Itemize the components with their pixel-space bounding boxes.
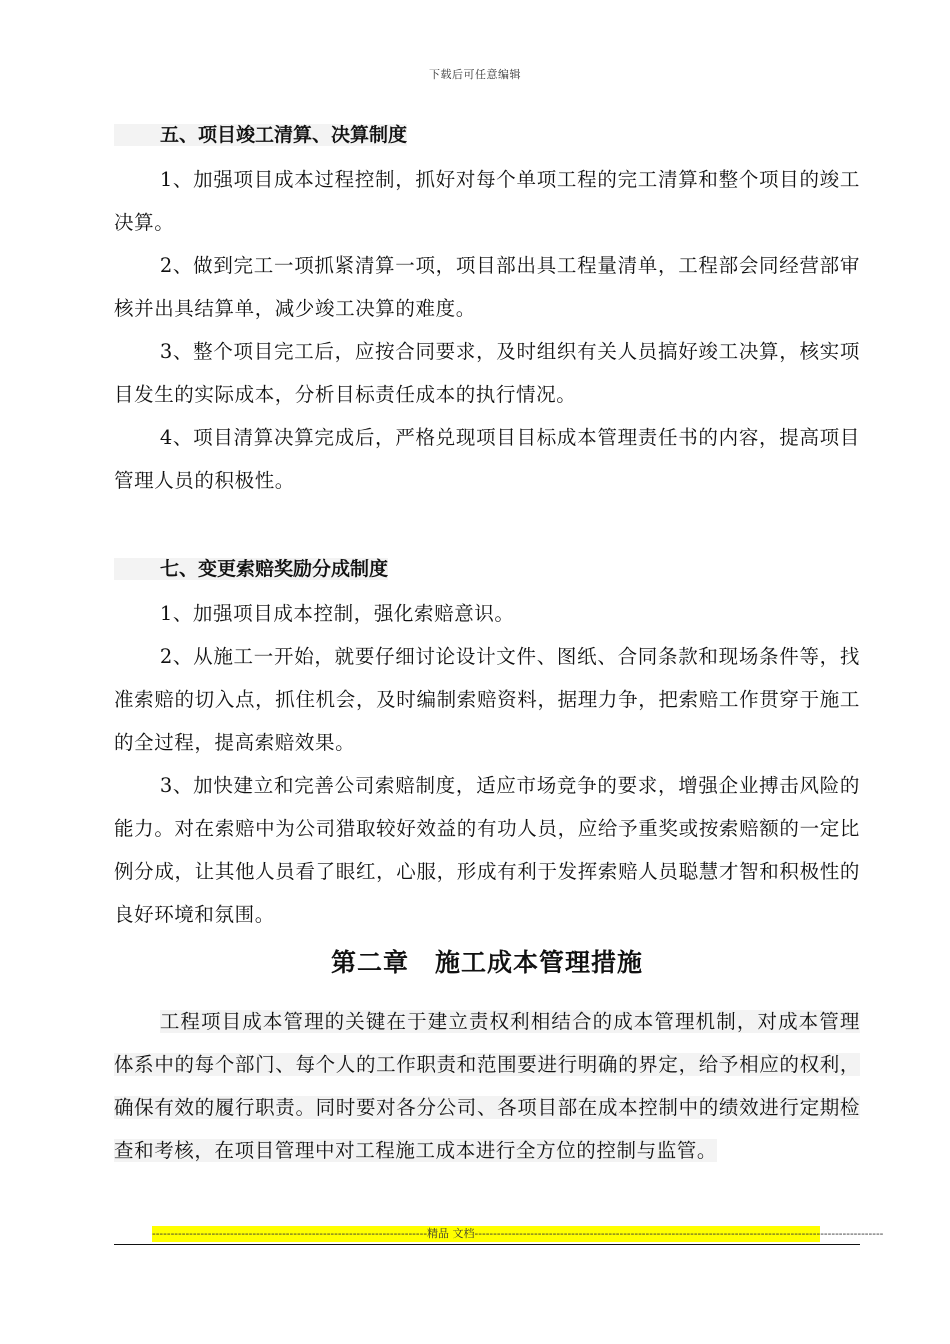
paragraph [114, 244, 860, 330]
footer-rule [114, 1244, 860, 1245]
paragraph [114, 764, 860, 936]
document-body [114, 118, 860, 1172]
page-footer [114, 1226, 884, 1245]
section-spacer [114, 502, 860, 552]
chapter-title: 第二章 施工成本管理措施 [330, 948, 643, 977]
paragraph-text: 2、做到完工一项抓紧清算一项，项目部出具工程量清单，工程部会同经营部审核并出具结算单，减少竣工决算的难度。 [114, 254, 860, 320]
paragraph-text: 1、加强项目成本控制，强化索赔意识。 [159, 602, 515, 625]
paragraph [114, 158, 860, 244]
section-title-5 [114, 118, 860, 152]
section-title-text: 七、变更索赔奖励分成制度 [114, 558, 388, 580]
footer-dashes-right: -------------------------------------------------------------------------------------------------------------- [474, 1227, 884, 1240]
header-note: 下载后可任意编辑 [429, 68, 521, 81]
paragraph-text: 4、项目清算决算完成后，严格兑现项目目标成本管理责任书的内容，提高项目管理人员的积极性。 [114, 426, 860, 492]
paragraph-text: 2、从施工一开始，就要仔细讨论设计文件、图纸、合同条款和现场条件等，找准索赔的切入点，抓住机会，及时编制索赔资料，据理力争，把索赔工作贯穿于施工的全过程，提高索赔效果。 [114, 645, 860, 754]
paragraph [114, 416, 860, 502]
paragraph-text: 1、加强项目成本过程控制，抓好对每个单项工程的完工清算和整个项目的竣工决算。 [114, 168, 860, 234]
footer-dashes-left: -------------------------------------------------------------------------- [152, 1227, 428, 1240]
paragraph-text: 工程项目成本管理的关键在于建立责权利相结合的成本管理机制，对成本管理体系中的每个部门、每个人的工作职责和范围要进行明确的界定，给予相应的权利，确保有效的履行职责。同时要对各分公司、各项目部在成本控制中的绩效进行定期检查和考核，在项目管理中对工程施工成本进行全方位的控制与监管。 [114, 1010, 860, 1162]
paragraph [114, 330, 860, 416]
paragraph [114, 592, 860, 635]
paragraph-text: 3、加快建立和完善公司索赔制度，适应市场竞争的要求，增强企业搏击风险的能力。对在索赔中为公司猎取较好效益的有功人员，应给予重奖或按索赔额的一定比例分成，让其他人员看了眼红，心服，形成有利于发挥索赔人员聪慧才智和积极性的良好环境和氛围。 [114, 774, 860, 926]
paragraph [114, 635, 860, 764]
section-title-7 [114, 552, 860, 586]
footer-band [152, 1226, 884, 1242]
paragraph-text: 3、整个项目完工后，应按合同要求，及时组织有关人员搞好竣工决算，核实项目发生的实际成本，分析目标责任成本的执行情况。 [114, 340, 860, 406]
section-title-text: 五、项目竣工清算、决算制度 [114, 124, 407, 146]
footer-label: 精品 文档 [427, 1227, 475, 1240]
chapter-paragraph [114, 1000, 860, 1172]
